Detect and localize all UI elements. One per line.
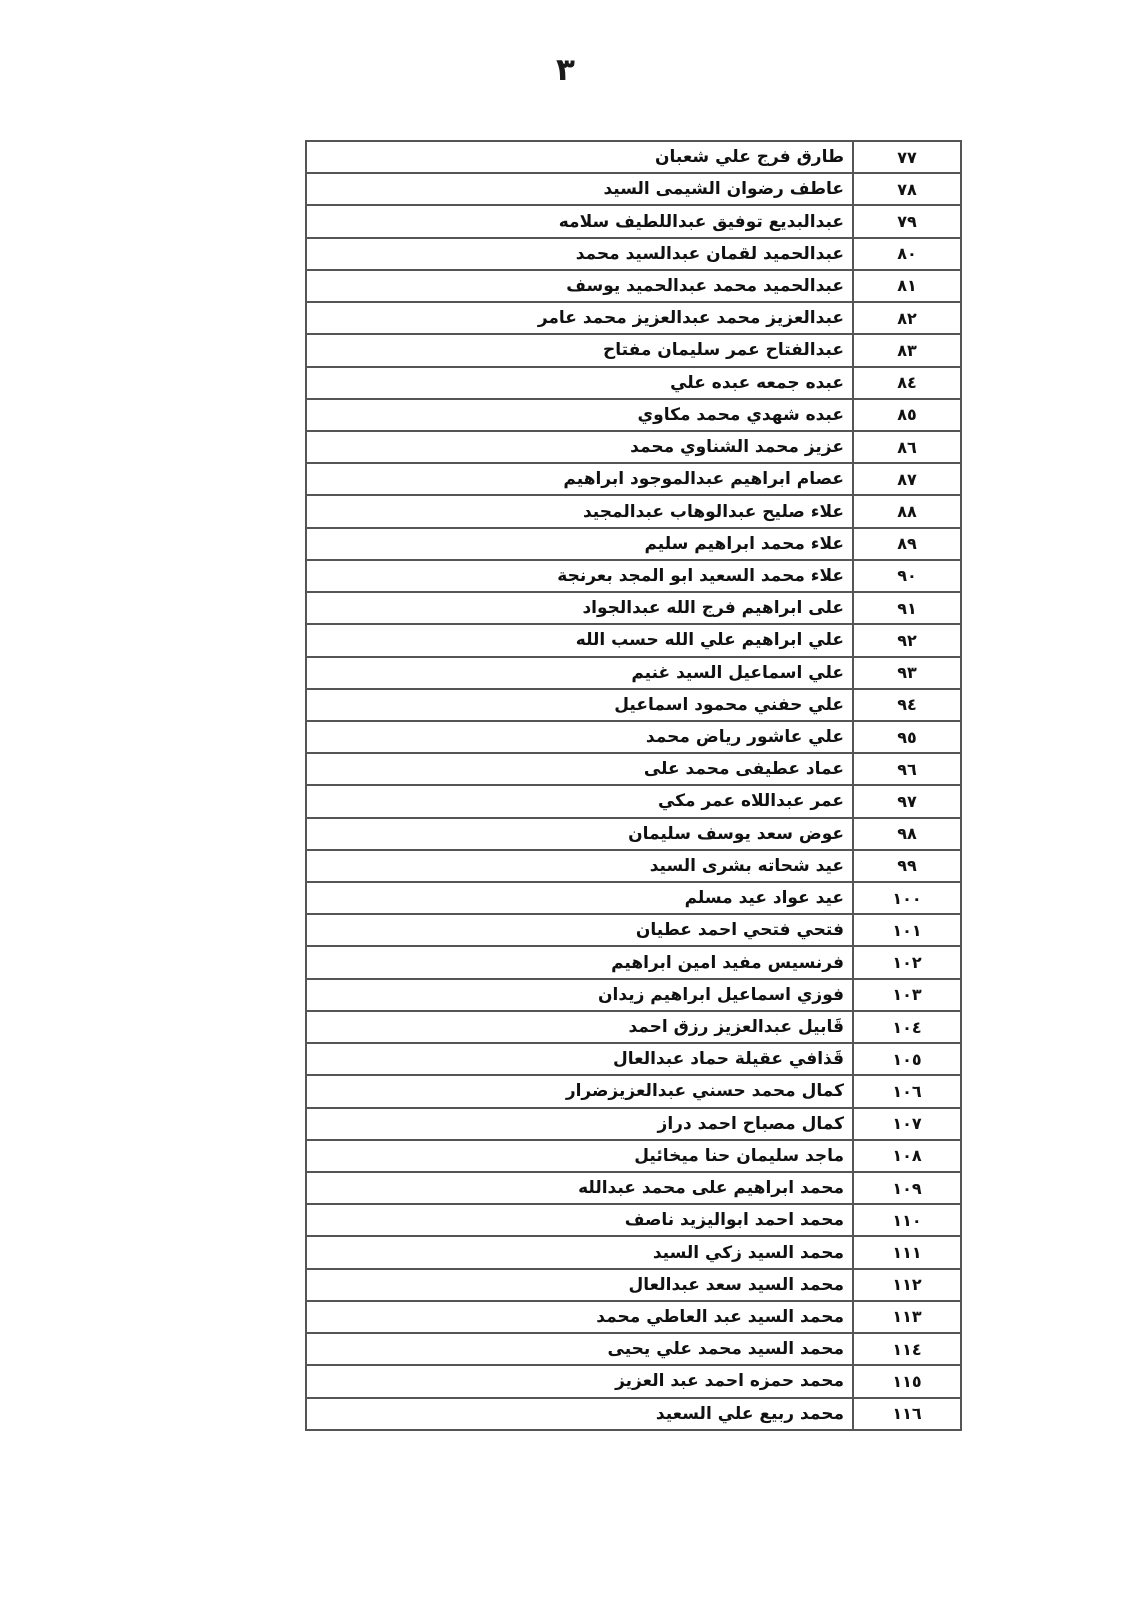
number-cell: ٩٩ — [852, 851, 960, 881]
table-row — [307, 239, 960, 271]
number-cell: ٩٣ — [852, 658, 960, 688]
number-cell: ٧٩ — [852, 206, 960, 236]
number-cell: ٧٧ — [852, 142, 960, 172]
number-cell: ٩٦ — [852, 754, 960, 784]
table-row — [307, 400, 960, 432]
name-cell: محمد السيد زكي السيد — [652, 1242, 844, 1263]
table-row — [307, 754, 960, 786]
name-cell: عيد عواد عيد مسلم — [684, 888, 844, 909]
number-cell: ١٠٦ — [852, 1076, 960, 1106]
name-cell: محمد حمزه احمد عبد العزيز — [615, 1371, 844, 1392]
name-cell: عماد عطيفى محمد على — [643, 759, 844, 780]
table-row — [307, 1012, 960, 1044]
number-cell: ١١٤ — [852, 1334, 960, 1364]
number-cell: ١٠٥ — [852, 1044, 960, 1074]
number-cell: ٨٧ — [852, 464, 960, 494]
table-row — [307, 561, 960, 593]
number-cell: ٨٣ — [852, 335, 960, 365]
number-cell: ٨٠ — [852, 239, 960, 269]
name-cell: محمد احمد ابواليزيد ناصف — [624, 1210, 844, 1231]
table-row — [307, 174, 960, 206]
table-row — [307, 1076, 960, 1108]
table-row — [307, 1237, 960, 1269]
name-cell: علي اسماعيل السيد غنيم — [631, 662, 844, 683]
number-cell: ٩٤ — [852, 690, 960, 720]
number-cell: ٩٨ — [852, 819, 960, 849]
number-cell: ١١٥ — [852, 1366, 960, 1396]
table-row — [307, 1205, 960, 1237]
table-row — [307, 883, 960, 915]
number-cell: ١١٦ — [852, 1399, 960, 1429]
name-cell: عبدالفتاح عمر سليمان مفتاح — [603, 340, 844, 361]
table-row — [307, 432, 960, 464]
table-row — [307, 690, 960, 722]
name-cell: فوزي اسماعيل ابراهيم زيدان — [598, 984, 844, 1005]
page-number: ٣ — [556, 52, 575, 88]
table-row — [307, 271, 960, 303]
name-cell: كمال محمد حسني عبدالعزيزضرار — [565, 1081, 844, 1102]
number-cell: ٨٩ — [852, 529, 960, 559]
table-row — [307, 529, 960, 561]
table-row — [307, 1366, 960, 1398]
name-cell: عوض سعد يوسف سليمان — [628, 823, 844, 844]
number-cell: ٩١ — [852, 593, 960, 623]
table-row — [307, 1270, 960, 1302]
number-cell: ٨٦ — [852, 432, 960, 462]
table-row — [307, 722, 960, 754]
name-cell: عمر عبداللاه عمر مكي — [657, 791, 844, 812]
table-row — [307, 625, 960, 657]
table-row — [307, 1109, 960, 1141]
number-cell: ١٠٢ — [852, 947, 960, 977]
number-cell: ١١٠ — [852, 1205, 960, 1235]
name-cell: عصام ابراهيم عبدالموجود ابراهيم — [563, 469, 844, 490]
number-cell: ١١٣ — [852, 1302, 960, 1332]
name-cell: عبدالحميد لقمان عبدالسيد محمد — [575, 243, 844, 264]
number-cell: ١١١ — [852, 1237, 960, 1267]
name-cell: على ابراهيم فرج الله عبدالجواد — [582, 598, 844, 619]
number-cell: ٨٥ — [852, 400, 960, 430]
name-cell: علي ابراهيم علي الله حسب الله — [575, 630, 844, 651]
table-row — [307, 464, 960, 496]
number-cell: ١٠٣ — [852, 980, 960, 1010]
number-cell: ٨٨ — [852, 496, 960, 526]
name-cell: محمد السيد سعد عبدالعال — [628, 1274, 844, 1295]
number-cell: ٨١ — [852, 271, 960, 301]
name-cell: عبده شهدي محمد مكاوي — [637, 404, 844, 425]
number-cell: ١٠١ — [852, 915, 960, 945]
number-cell: ٧٨ — [852, 174, 960, 204]
name-cell: قَابيل عبدالعزيز رزق احمد — [628, 1017, 844, 1038]
number-cell: ١٠٤ — [852, 1012, 960, 1042]
table-row — [307, 915, 960, 947]
name-cell: علي عاشور رياض محمد — [645, 727, 844, 748]
name-cell: طارق فرج علي شعبان — [655, 147, 844, 168]
name-cell: عزيز محمد الشناوي محمد — [630, 437, 844, 458]
name-cell: عاطف رضوان الشيمى السيد — [603, 179, 844, 200]
name-cell: فتحي فتحي احمد عطيان — [635, 920, 844, 941]
name-cell: عيد شحاته بشرى السيد — [649, 855, 844, 876]
name-cell: كمال مصباح احمد دراز — [657, 1113, 844, 1134]
name-cell: ماجد سليمان حنا ميخائيل — [634, 1145, 844, 1166]
name-cell: علي حفني محمود اسماعيل — [614, 694, 844, 715]
name-cell: محمد السيد محمد علي يحيى — [607, 1339, 844, 1360]
name-cell: علاء محمد السعيد ابو المجد بعرنجة — [557, 565, 844, 586]
table-row — [307, 851, 960, 883]
name-cell: محمد ربيع علي السعيد — [655, 1403, 844, 1424]
number-cell: ١٠٨ — [852, 1141, 960, 1171]
table-row — [307, 947, 960, 979]
name-cell: علاء محمد ابراهيم سليم — [644, 533, 844, 554]
table-row — [307, 1141, 960, 1173]
table-row — [307, 142, 960, 174]
table-row — [307, 593, 960, 625]
table-row — [307, 786, 960, 818]
number-cell: ٩٠ — [852, 561, 960, 591]
table-row — [307, 658, 960, 690]
number-cell: ٨٤ — [852, 368, 960, 398]
number-cell: ٨٢ — [852, 303, 960, 333]
name-cell: محمد ابراهيم على محمد عبدالله — [578, 1178, 844, 1199]
number-cell: ٩٢ — [852, 625, 960, 655]
number-cell: ١٠٩ — [852, 1173, 960, 1203]
name-cell: عبدالعزيز محمد عبدالعزيز محمد عامر — [537, 308, 844, 329]
table-row — [307, 206, 960, 238]
number-cell: ١٠٠ — [852, 883, 960, 913]
table-row — [307, 980, 960, 1012]
table-row — [307, 1044, 960, 1076]
name-cell: عبده جمعه عبده علي — [670, 372, 844, 393]
number-cell: ١١٢ — [852, 1270, 960, 1300]
name-cell: عبدالبديع توفيق عبداللطيف سلامه — [558, 211, 844, 232]
table-row — [307, 1302, 960, 1334]
name-cell: قَذافي عقيلة حماد عبدالعال — [613, 1049, 844, 1070]
roster-table — [305, 140, 962, 1431]
name-cell: عبدالحميد محمد عبدالحميد يوسف — [566, 275, 844, 296]
number-cell: ١٠٧ — [852, 1109, 960, 1139]
name-cell: علاء صليح عبدالوهاب عبدالمجيد — [582, 501, 844, 522]
table-row — [307, 1334, 960, 1366]
table-row — [307, 303, 960, 335]
table-row — [307, 368, 960, 400]
name-cell: محمد السيد عبد العاطي محمد — [596, 1306, 844, 1327]
table-row — [307, 335, 960, 367]
number-cell: ٩٥ — [852, 722, 960, 752]
name-cell: فرنسيس مفيد امين ابراهيم — [611, 952, 844, 973]
table-row — [307, 1399, 960, 1429]
table-row — [307, 496, 960, 528]
number-cell: ٩٧ — [852, 786, 960, 816]
table-row — [307, 819, 960, 851]
table-row — [307, 1173, 960, 1205]
